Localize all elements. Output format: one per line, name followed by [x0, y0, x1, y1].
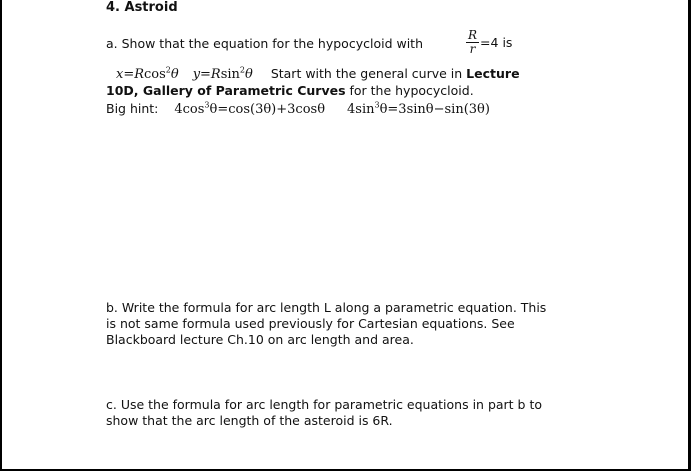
lecture-word: Lecture	[466, 66, 520, 81]
part-c-line-2: show that the arc length of the asteroid is 6R.	[106, 413, 393, 428]
ratio-fraction	[466, 29, 479, 56]
part-b-line-2: is not same formula used previously for Cartesian equations. See	[106, 316, 515, 331]
part-c-line-1: c. Use the formula for arc length for parametric equations in part b to	[106, 397, 543, 412]
ratio-rest: =4 is	[480, 35, 513, 50]
hint-identity-sin: $4\sin^3\theta=3\sin\theta-\sin(3\theta)$	[347, 100, 490, 117]
ratio-numerator: R	[468, 28, 478, 42]
gallery-rest: for the hypocycloid.	[345, 83, 474, 98]
problem-title: 4. Astroid	[106, 0, 178, 15]
part-a-intro: a. Show that the equation for the hypocycloid with	[106, 36, 423, 51]
hint-label: Big hint:	[106, 101, 159, 116]
hint-identity-cos: $4\cos^3\theta=\cos(3\theta)+3\cos\theta$	[174, 100, 326, 117]
equation-y: y=Rsin$^2$θ	[192, 65, 253, 82]
equations-line	[116, 66, 520, 83]
ratio-fraction-group	[465, 29, 512, 56]
equation-x: x=Rcos$^2$θ	[116, 65, 179, 82]
part-b-line-3: Blackboard lecture Ch.10 on arc length and area.	[106, 332, 414, 347]
ratio-denominator: r	[469, 42, 476, 56]
hint-line	[106, 101, 490, 118]
part-b-line-1: b. Write the formula for arc length L along a parametric equation. This	[106, 300, 547, 315]
part-a-intro-line	[106, 36, 423, 52]
gallery-line	[106, 83, 474, 99]
gallery-reference: 10D, Gallery of Parametric Curves	[106, 83, 346, 98]
problem-sheet	[2, 0, 688, 469]
start-text: Start with the general curve in	[270, 66, 463, 81]
